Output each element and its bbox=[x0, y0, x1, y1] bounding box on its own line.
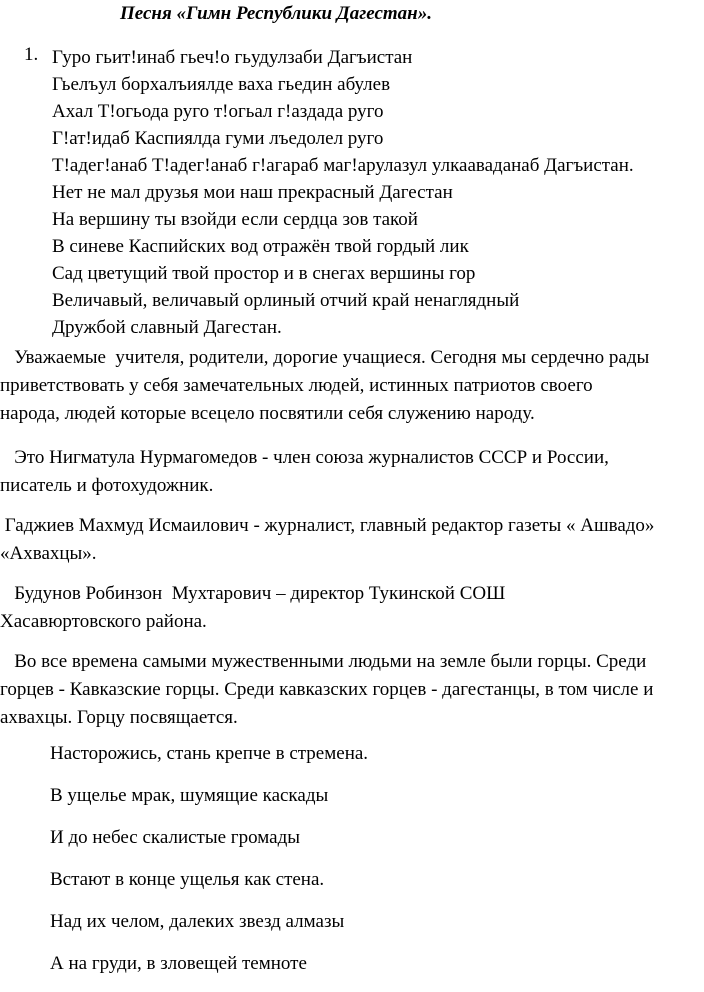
song-line: Ахал Т!огьода руго т!огьал г!аздада руго bbox=[52, 101, 384, 122]
intro-paragraph bbox=[0, 344, 704, 428]
poem-line: Насторожись, стань крепче в стремена. bbox=[50, 743, 369, 764]
paragraph-line: писатель и фотохудожник. bbox=[0, 475, 214, 496]
guest-paragraph-2 bbox=[0, 512, 704, 568]
paragraph-line: «Ахвахцы». bbox=[0, 543, 97, 564]
guest-paragraph-3 bbox=[0, 580, 704, 636]
song-line: Нет не мал друзья мои наш прекрасный Дагестан bbox=[52, 182, 453, 203]
song-line: Дружбой славный Дагестан. bbox=[52, 317, 282, 338]
song-line: В синеве Каспийских вод отражён твой гордый лик bbox=[52, 236, 469, 257]
paragraph-line: ахвахцы. Горцу посвящается. bbox=[0, 707, 238, 728]
paragraph-line: Хасавюртовского района. bbox=[0, 611, 207, 632]
paragraph-line: горцев - Кавказские горцы. Среди кавказских горцев - дагестанцы, в том числе и bbox=[0, 679, 654, 700]
paragraph-line: Во все времена самыми мужественными людьми на земле были горцы. Среди bbox=[0, 651, 647, 672]
poem-line: А на груди, в зловещей темноте bbox=[50, 953, 307, 974]
paragraph-line: Это Нигматула Нурмагомедов - член союза журналистов СССР и России, bbox=[0, 447, 609, 468]
paragraph-line: приветствовать у себя замечательных людей, истинных патриотов своего bbox=[0, 375, 593, 396]
poem-line: Над их челом, далеких звезд алмазы bbox=[50, 911, 345, 932]
song-line: Гьелъул борхалъиялде ваха гьедин абулев bbox=[52, 74, 391, 95]
poem-line: И до небес скалистые громады bbox=[50, 827, 300, 848]
song-line: Гуро гьит!инаб гьеч!о гьудулзаби Дагъистан bbox=[52, 47, 413, 68]
song-stanza bbox=[52, 44, 634, 341]
paragraph-line: народа, людей которые всецело посвятили себя служению народу. bbox=[0, 403, 535, 424]
paragraph-line: Уважаемые учителя, родители, дорогие учащиеся. Сегодня мы сердечно рады bbox=[0, 347, 650, 368]
paragraph-line: Будунов Робинзон Мухтарович – директор Тукинской СОШ bbox=[0, 583, 506, 604]
dedication-paragraph bbox=[0, 648, 704, 732]
song-line: Величавый, величавый орлиный отчий край ненаглядный bbox=[52, 290, 520, 311]
song-number: 1. bbox=[24, 44, 39, 65]
song-line: Г!ат!идаб Каспиялда гуми лъедолел руго bbox=[52, 128, 384, 149]
song-line: На вершину ты взойди если сердца зов такой bbox=[52, 209, 418, 230]
paragraph-line: Гаджиев Махмуд Исмаилович - журналист, главный редактор газеты « Ашвадо» bbox=[0, 515, 655, 536]
guest-paragraph-1 bbox=[0, 444, 704, 500]
song-line: Т!адег!анаб Т!адег!анаб г!агараб маг!арулазул улкааваданаб Дагъистан. bbox=[52, 155, 634, 176]
song-line: Сад цветущий твой простор и в снегах вершины гор bbox=[52, 263, 476, 284]
poem-line: Встают в конце ущелья как стена. bbox=[50, 869, 325, 890]
song-title: Песня «Гимн Республики Дагестан». bbox=[120, 3, 432, 24]
poem bbox=[50, 740, 368, 992]
poem-line: В ущелье мрак, шумящие каскады bbox=[50, 785, 329, 806]
